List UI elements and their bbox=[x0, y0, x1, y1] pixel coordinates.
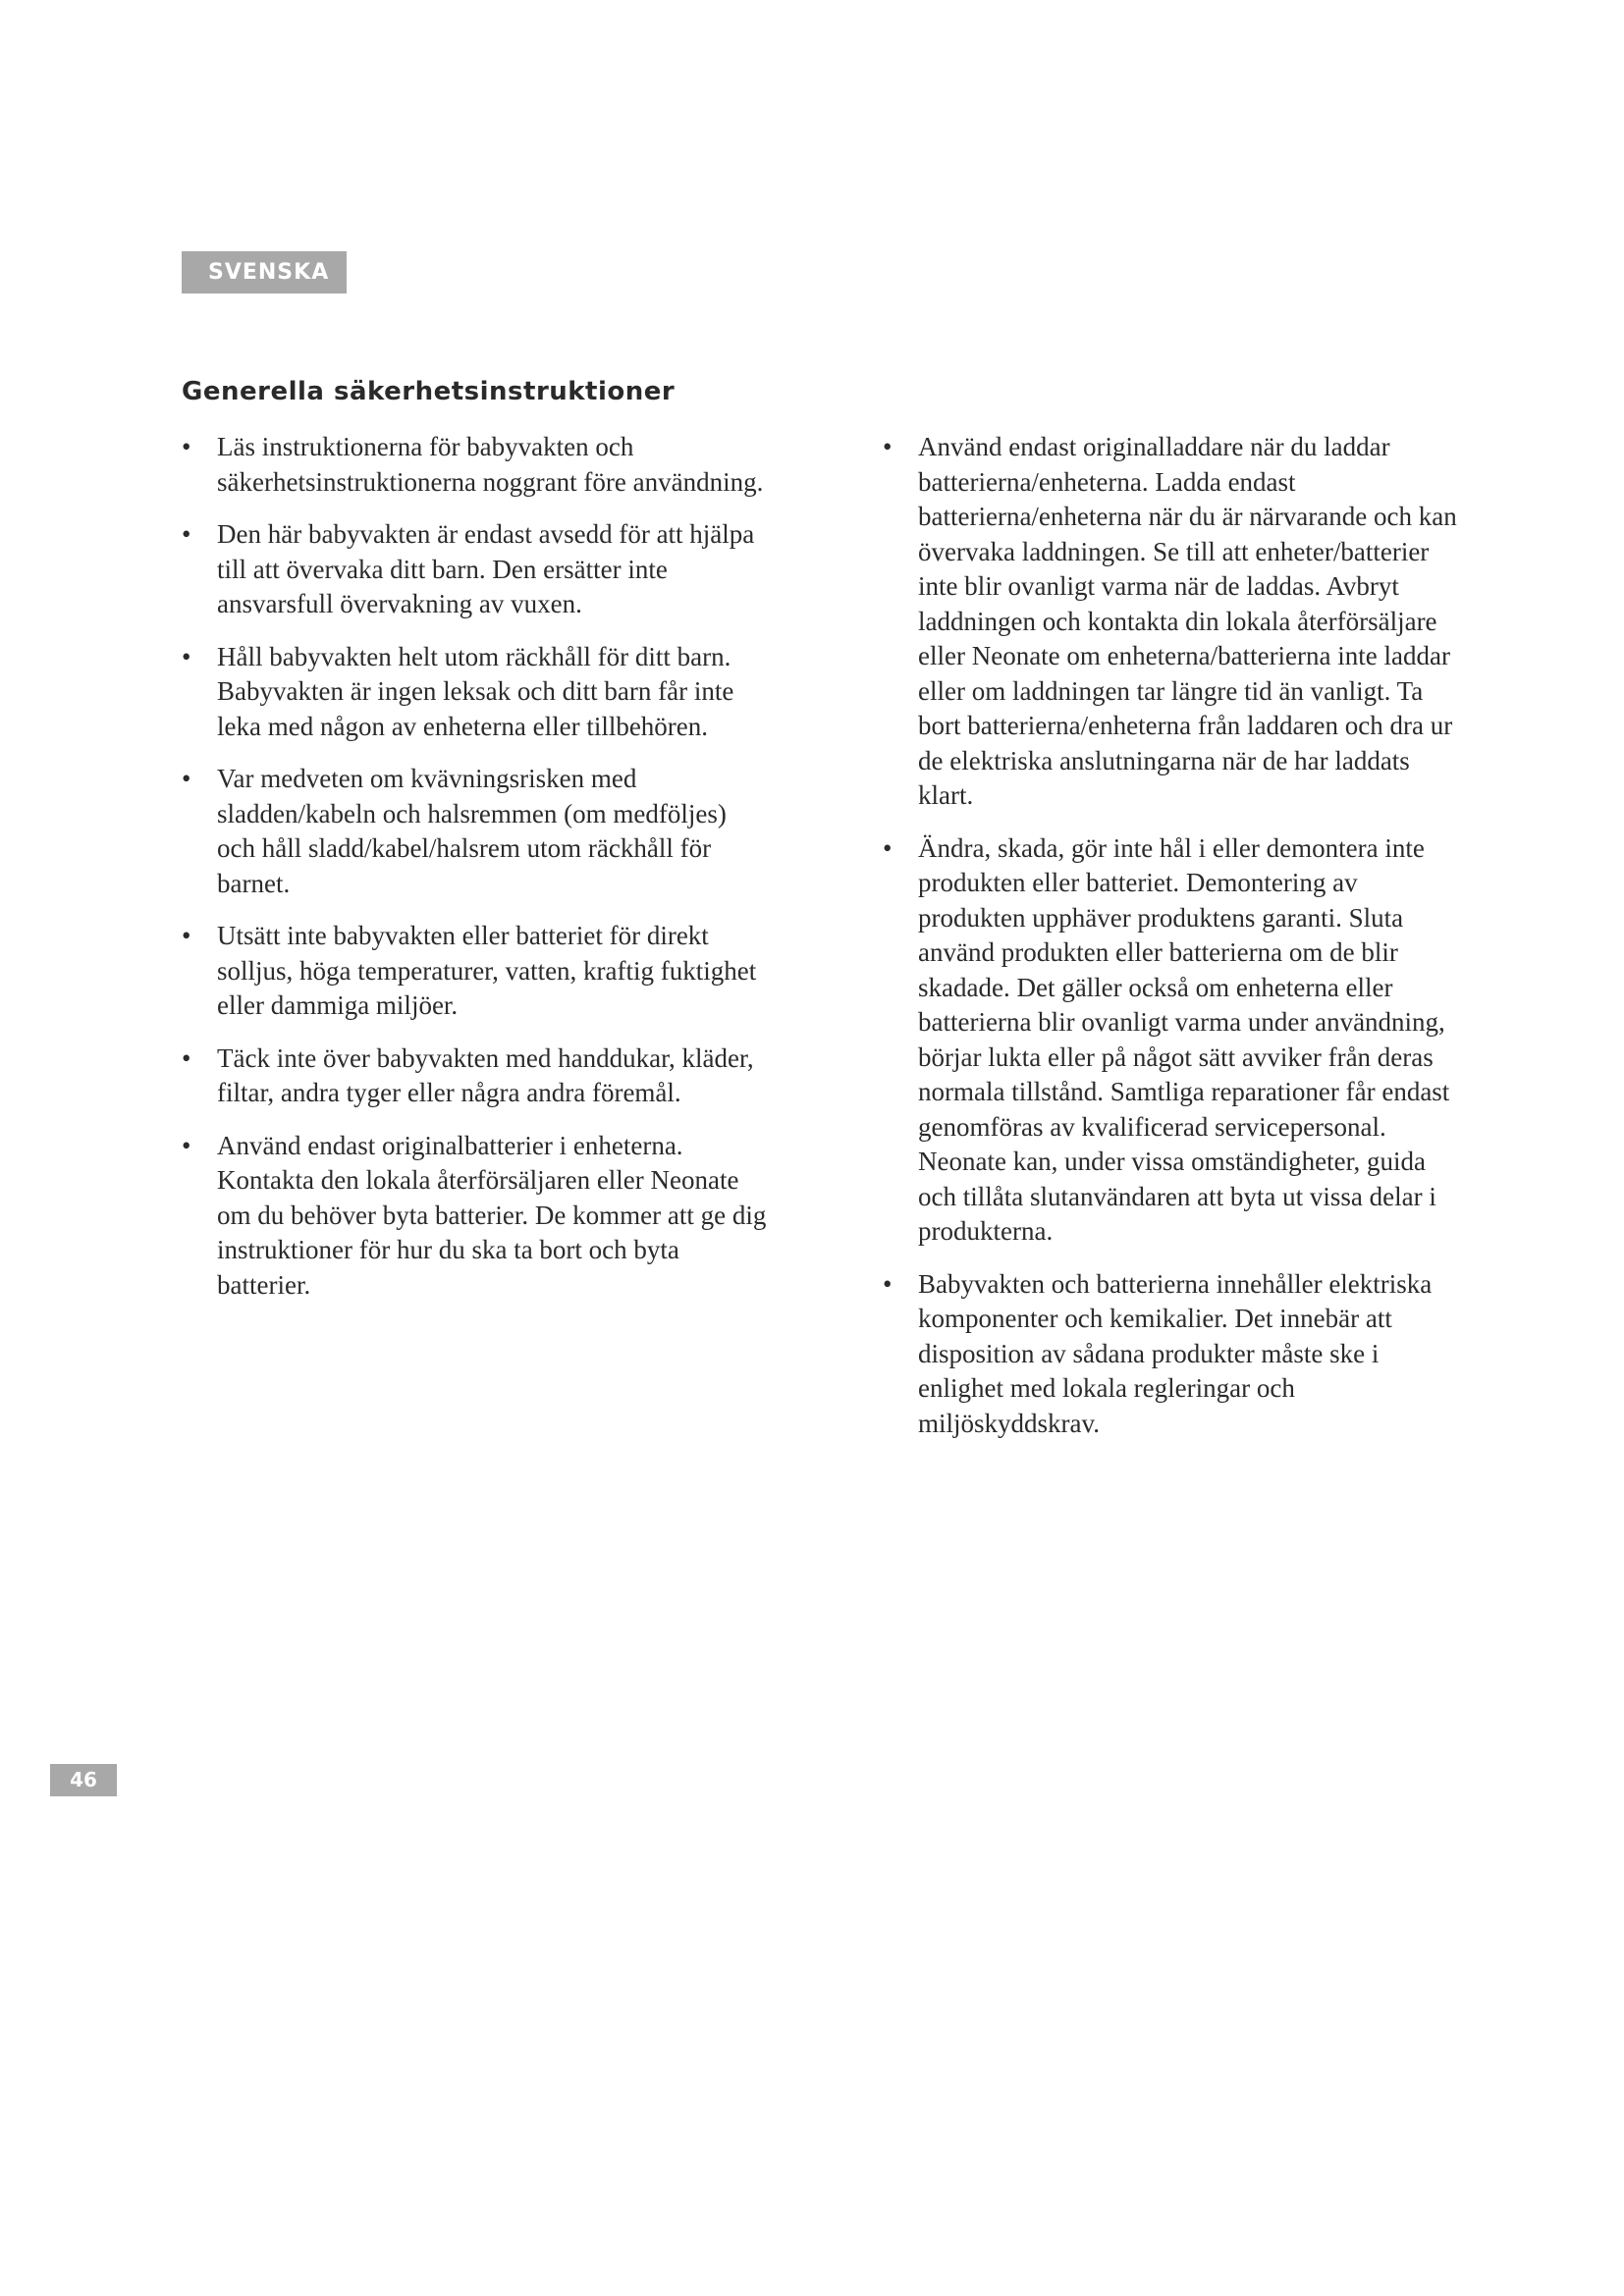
page-title: Generella säkerhetsinstruktioner bbox=[182, 377, 676, 406]
bullet-icon: • bbox=[182, 764, 191, 793]
list-item bbox=[182, 640, 771, 745]
list-item bbox=[182, 517, 771, 622]
bullet-icon: • bbox=[182, 641, 191, 671]
list-item-text: Använd endast originalbatterier i enheterna. Kontakta den lokala återförsäljaren eller Neonate om du behöver byta batterier. De kommer att ge dig instruktioner för hur du ska ta bort och byta batterier. bbox=[217, 1130, 767, 1300]
list-item bbox=[883, 430, 1462, 814]
list-item bbox=[883, 1267, 1462, 1442]
list-item bbox=[182, 1041, 771, 1111]
list-item bbox=[182, 430, 771, 500]
left-column-list bbox=[182, 430, 771, 1320]
list-item-text: Läs instruktionerna för babyvakten och säkerhetsinstruktionerna noggrant före användning. bbox=[217, 432, 764, 497]
list-item bbox=[182, 762, 771, 901]
list-item-text: Var medveten om kvävningsrisken med sladden/kabeln och halsremmen (om medföljes) och håll sladd/kabel/halsrem utom räckhåll för barnet. bbox=[217, 764, 727, 898]
list-item-text: Täck inte över babyvakten med handdukar, kläder, filtar, andra tyger eller några andra föremål. bbox=[217, 1042, 754, 1107]
list-item-text: Håll babyvakten helt utom räckhåll för ditt barn. Babyvakten är ingen leksak och ditt barn får inte leka med någon av enheterna eller tillbehören. bbox=[217, 641, 734, 741]
list-item-text: Den här babyvakten är endast avsedd för att hjälpa till att övervaka ditt barn. Den ersätter inte ansvarsfull övervakning av vuxen. bbox=[217, 519, 755, 618]
list-item-text: Utsätt inte babyvakten eller batteriet för direkt solljus, höga temperaturer, vatten, kraftig fuktighet eller dammiga miljöer. bbox=[217, 921, 757, 1020]
bullet-icon: • bbox=[182, 519, 191, 549]
bullet-icon: • bbox=[883, 832, 893, 863]
page-number: 46 bbox=[50, 1764, 117, 1796]
right-column-list bbox=[883, 430, 1462, 1459]
bullet-icon: • bbox=[182, 1130, 191, 1160]
list-item-text: Ändra, skada, gör inte hål i eller demontera inte produkten eller batteriet. Demontering av produkten upphäver produktens garanti. Sluta använd produkten eller batterierna om de blir skadade. Det gäller också om enheterna eller batterierna blir ovanligt varma under användning, börjar lukta eller på något sätt avviker från deras normala tillstånd. Samtliga reparationer får endast genomföras av kvalificerad servicepersonal. Neonate kan, under vissa omständigheter, guida och tillåta slutanvändaren att byta ut vissa delar i produkterna. bbox=[918, 832, 1450, 1246]
bullet-icon: • bbox=[883, 1268, 893, 1299]
bullet-icon: • bbox=[182, 921, 191, 950]
list-item bbox=[182, 919, 771, 1024]
bullet-icon: • bbox=[182, 1042, 191, 1073]
bullet-icon: • bbox=[182, 432, 191, 461]
list-item bbox=[883, 831, 1462, 1250]
list-item-text: Babyvakten och batterierna innehåller elektriska komponenter och kemikalier. Det innebär att disposition av sådana produkter måste ske i enlighet med lokala regleringar och miljöskyddskrav. bbox=[918, 1268, 1433, 1438]
list-item-text: Använd endast originalladdare när du laddar batterierna/enheterna. Ladda endast batterierna/enheterna när du är närvarande och kan övervaka laddningen. Se till att enheter/batterier inte blir ovanligt varma när de laddas. Avbryt laddningen och kontakta din lokala återförsäljare eller Neonate om enheterna/batterierna inte laddar eller om laddningen tar längre tid än vanligt. Ta bort batterierna/enheterna från laddaren och dra ur de elektriska anslutningarna när de har laddats klart. bbox=[918, 432, 1457, 810]
bullet-icon: • bbox=[883, 432, 893, 461]
list-item bbox=[182, 1129, 771, 1304]
language-tab: SVENSKA bbox=[182, 251, 347, 294]
